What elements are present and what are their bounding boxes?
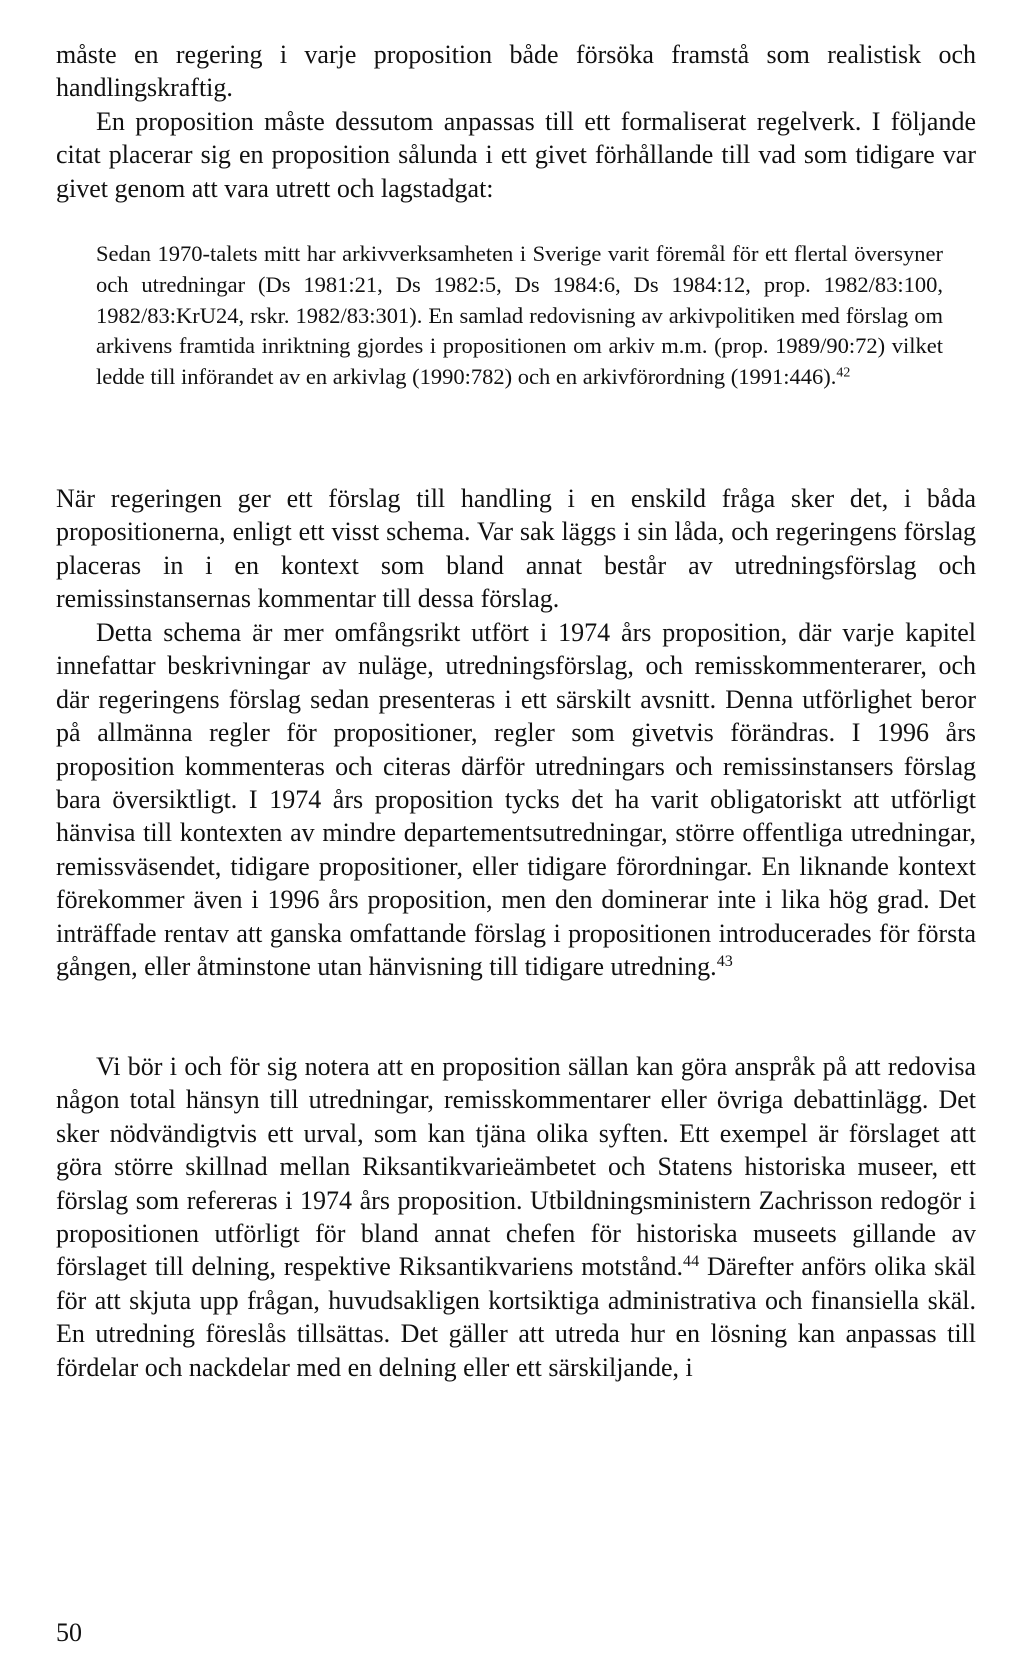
footnote-marker-42: 42 (836, 365, 851, 381)
block-quote (96, 239, 943, 393)
paragraph-schema (56, 482, 976, 616)
paragraph-selection (56, 1050, 976, 1384)
paragraph-intro-quote (56, 105, 976, 205)
footnote-marker-43: 43 (716, 953, 733, 971)
paragraph-text: måste en regering i varje proposition både försöka framstå som realistisk och handlingskraftig. (56, 40, 976, 103)
paragraph-text: En proposition måste dessutom anpassas till ett formaliserat regelverk. I följande citat placerar sig en proposition sålunda i ett givet förhållande till vad som tidigare var givet genom att vara utrett och lagstadgat: (56, 107, 976, 203)
page-number: 50 (56, 1618, 82, 1647)
paragraph-text: Vi bör i och för sig notera att en proposition sällan kan göra anspråk på att redovisa någon total hänsyn till utredningar, remisskommentarer eller övriga debattinlägg. Det sker nödvändigtvis ett urval, som kan tjäna olika syften. Ett exempel är förslaget att göra större skillnad mellan Riksantikvarieämbetet och Statens historiska museer, ett förslag som refereras i 1974 års proposition. Utbildningsministern Zachrisson redogör i propositionen utförligt för bland annat chefen för historiska museets gillande av förslaget till delning, respektive Riksantikvariens motstånd. (56, 1052, 976, 1282)
footnote-marker-44: 44 (683, 1253, 700, 1271)
paragraph-continued (56, 38, 976, 105)
paragraph-text: När regeringen ger ett förslag till handling i en enskild fråga sker det, i båda propositionerna, enligt ett visst schema. Var sak läggs i sin låda, och regeringens förslag placeras in i en kontext som bland annat består av utredningsförslag och remissinstansernas kommentar till dessa förslag. (56, 484, 976, 614)
quote-text: Sedan 1970-talets mitt har arkivverksamheten i Sverige varit föremål för ett flertal översyner och utredningar (Ds 1981:21, Ds 1982:5, Ds 1984:6, Ds 1984:12, prop. 1982/83:100, 1982/83:KrU24, rskr. 1982/83:301). En samlad redovisning av arkivpolitiken med förslag om arkivens framtida inriktning gjordes i propositionen om arkiv m.m. (prop. 1989/90:72) vilket ledde till införandet av en arkivlag (1990:782) och en arkivförordning (1991:446). (96, 241, 943, 390)
paragraph-text: Detta schema är mer omfångsrikt utfört i 1974 års proposition, där varje kapitel innefattar beskrivningar av nuläge, utredningsförslag, och remisskommenterarer, och där regeringens förslag sedan presenteras i ett särskilt avsnitt. Denna utförlighet beror på allmänna regler för propositioner, regler som givetvis förändras. I 1996 års proposition kommenteras och citeras därför utredningars och remissinstansers förslag bara översiktligt. I 1974 års proposition tycks det ha varit obligatoriskt att utförligt hänvisa till kontexten av mindre departementsutredningar, större offentliga utredningar, remissväsendet, tidigare propositioner, eller tidigare förordningar. En liknande kontext förekommer även i 1996 års proposition, men den dominerar inte i lika hög grad. Det inträffade rentav att ganska omfattande förslag i propositionen introducerades för första gången, eller åtminstone utan hänvisning till tidigare utredning. (56, 618, 976, 982)
paragraph-text-continued: Därefter anförs olika skäl för att skjuta upp frågan, huvudsakligen kortsiktiga administrativa och finansiella skäl. En utredning föreslås tillsättas. Det gäller att utreda hur en lösning kan anpassas till fördelar och nackdelar med en delning eller ett särskiljande, i (56, 1252, 976, 1382)
paragraph-1974-proposition (56, 616, 976, 983)
